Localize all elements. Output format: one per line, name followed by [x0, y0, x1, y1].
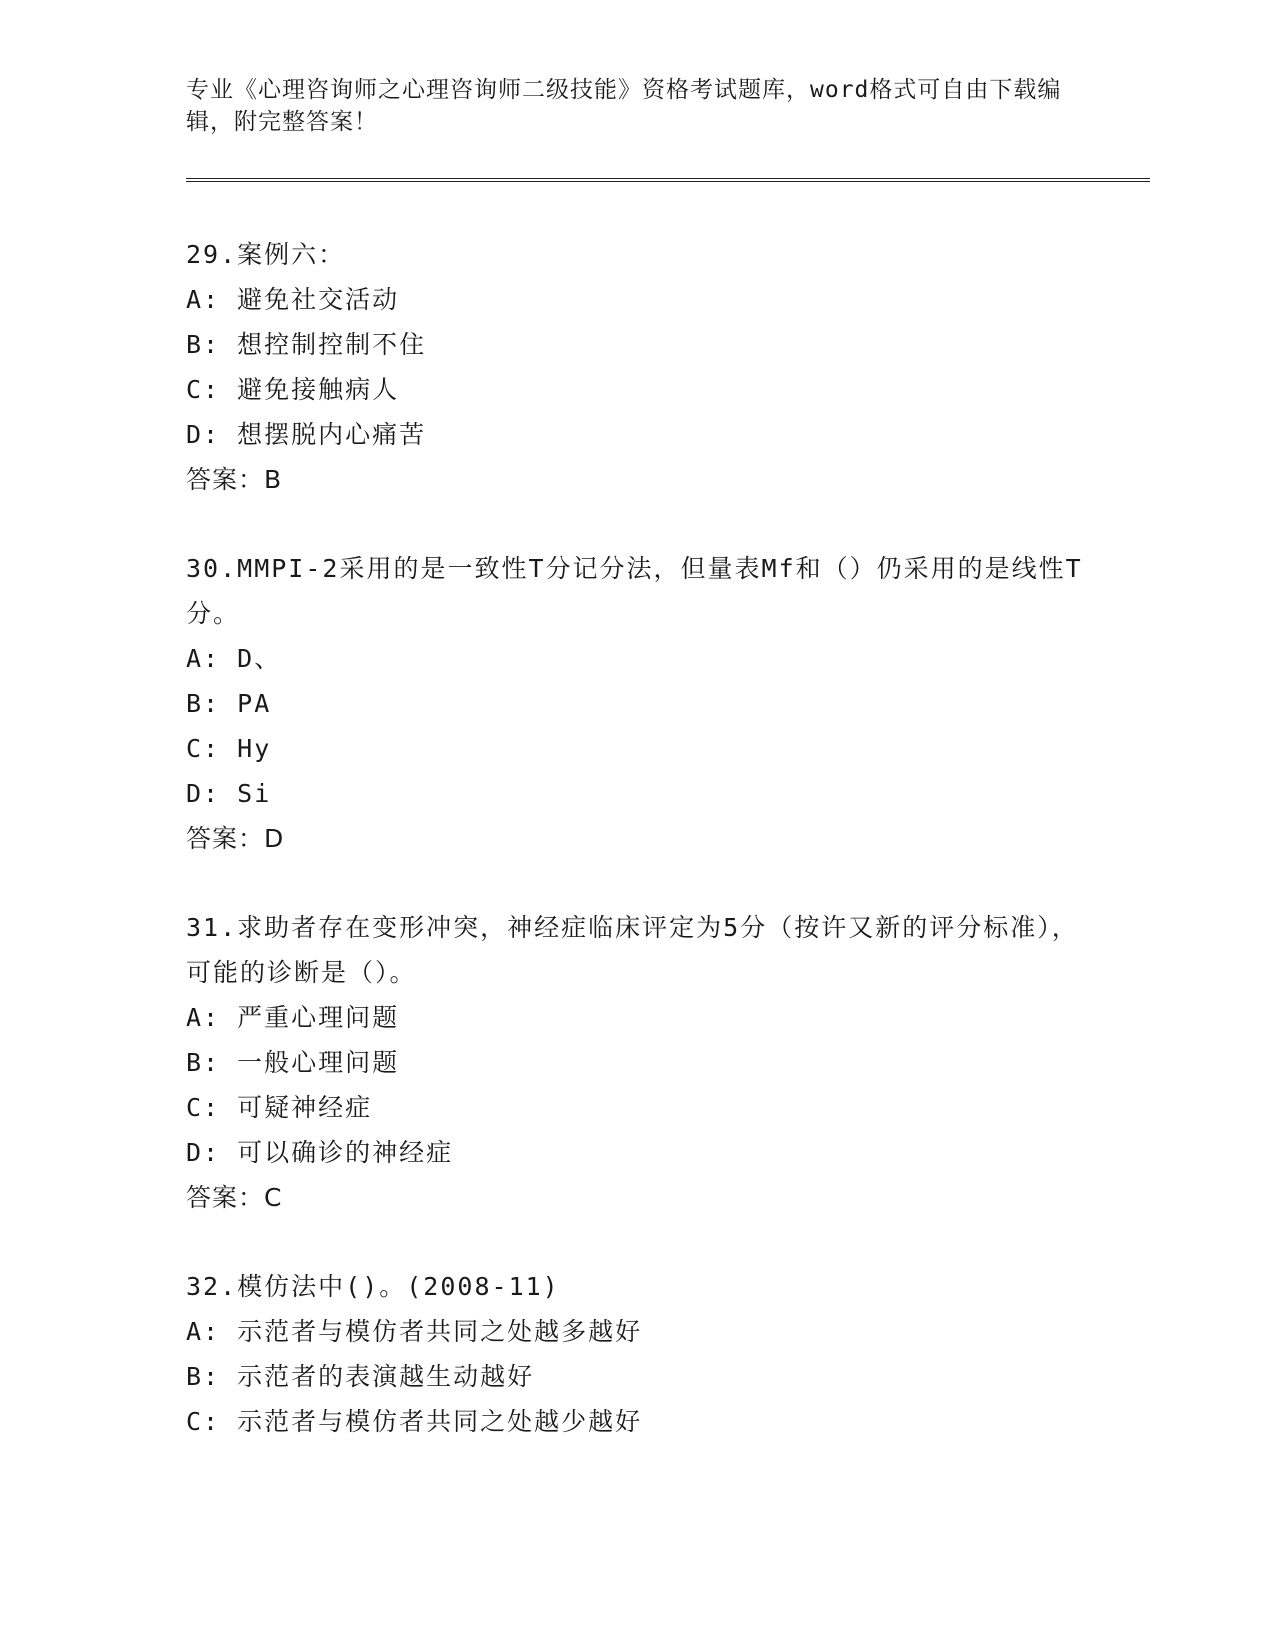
answer-label: 答案：B [186, 465, 283, 494]
answer-label: 答案：D [186, 824, 285, 853]
option-c: C: 示范者与模仿者共同之处越少越好 [186, 1407, 643, 1436]
option-c: C: 可疑神经症 [186, 1093, 373, 1122]
question-stem: 30.MMPI-2采用的是一致性T分记分法，但量表Mf和（）仍采用的是线性T分。 [186, 554, 1083, 628]
question-30 [186, 546, 1086, 861]
option-b: B: 示范者的表演越生动越好 [186, 1362, 535, 1391]
option-c: C: Hy [186, 734, 272, 763]
document-header: 专业《心理咨询师之心理咨询师二级技能》资格考试题库，word格式可自由下载编辑，附完整答案！ [186, 77, 1062, 135]
option-c: C: 避免接触病人 [186, 375, 400, 404]
option-a: A: 示范者与模仿者共同之处越多越好 [186, 1317, 643, 1346]
answer-label: 答案：C [186, 1183, 283, 1212]
question-stem: 32.模仿法中()。(2008-11) [186, 1272, 560, 1301]
option-d: D: 可以确诊的神经症 [186, 1138, 454, 1167]
option-a: A: 避免社交活动 [186, 285, 400, 314]
question-32 [186, 1264, 1086, 1444]
question-29 [186, 232, 1086, 502]
option-d: D: 想摆脱内心痛苦 [186, 420, 427, 449]
option-a: A: 严重心理问题 [186, 1003, 400, 1032]
option-b: B: 想控制控制不住 [186, 330, 427, 359]
question-list [186, 232, 1086, 1488]
option-b: B: 一般心理问题 [186, 1048, 400, 1077]
question-31 [186, 905, 1086, 1220]
question-stem: 31.求助者存在变形冲突，神经症临床评定为5分（按许又新的评分标准），可能的诊断是（）。 [186, 913, 1079, 987]
option-b: B: PA [186, 689, 272, 718]
option-a: A: D、 [186, 644, 282, 673]
header-divider [186, 178, 1150, 182]
question-stem: 29.案例六： [186, 240, 346, 269]
option-d: D: Si [186, 779, 272, 808]
